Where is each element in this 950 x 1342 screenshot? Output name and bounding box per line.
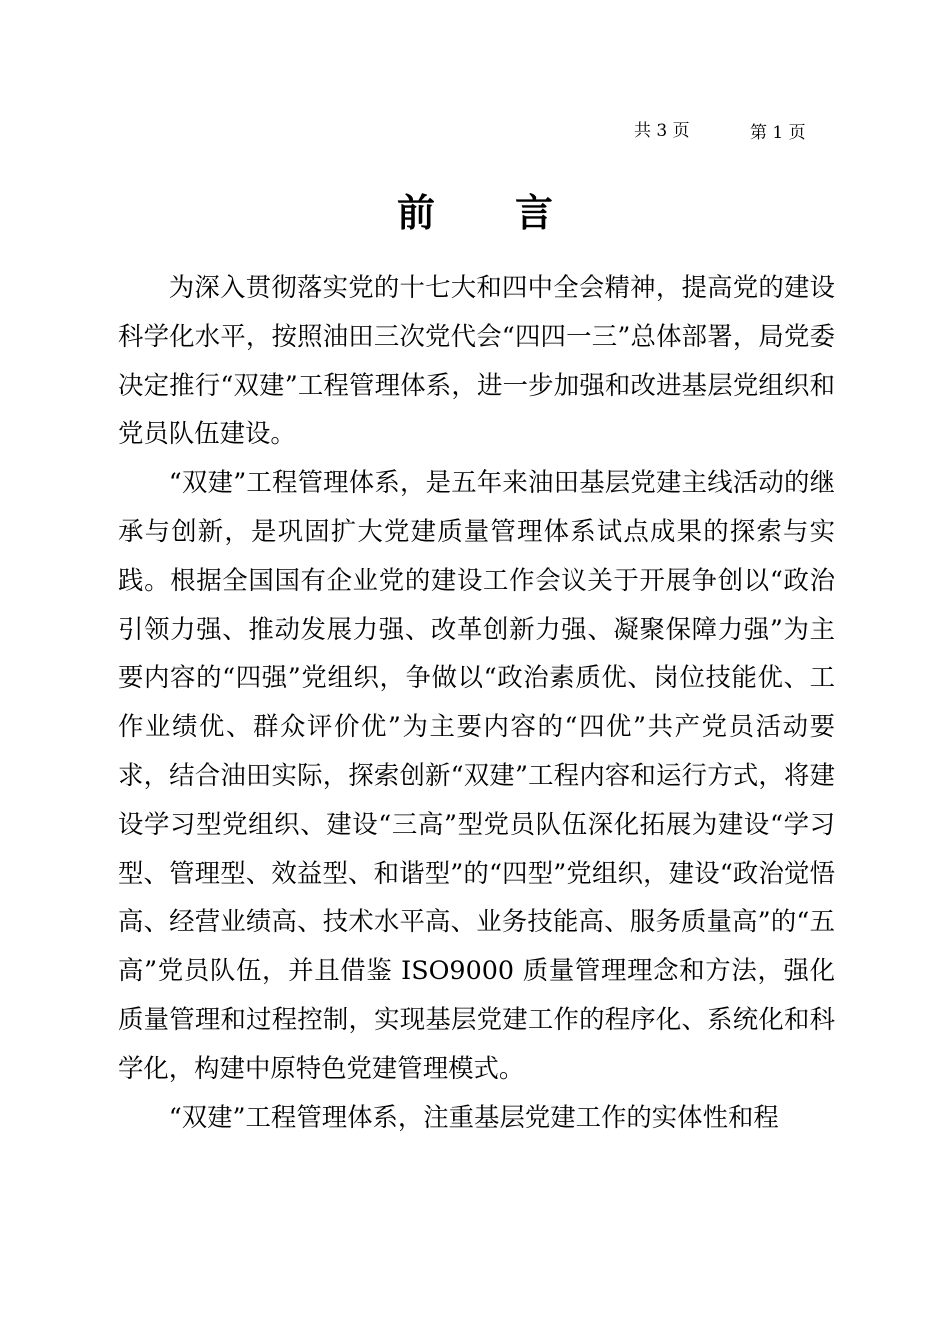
paragraph: “双建”工程管理体系，是五年来油田基层党建主线活动的继承与创新，是巩固扩大党建质量管理体系试点成果的探索与实践。根据全国国有企业党的建设工作会议关于开展争创以“政治引领力强、推动发展力强、改革创新力强、凝聚保障力强”为主要内容的“四强”党组织，争做以“政治素质优、岗位技能优、工作业绩优、群众评价优”为主要内容的“四优”共产党员活动要求，结合油田实际，探索创新“双建”工程内容和运行方式，将建设学习型党组织、建设“三高”型党员队伍深化拓展为建设“学习型、管理型、效益型、和谐型”的“四型”党组织，建设“政治觉悟高、经营业绩高、技术水平高、业务技能高、服务质量高”的“五高”党员队伍，并且借鉴 ISO9000 质量管理理念和方法，强化质量管理和过程控制，实现基层党建工作的程序化、系统化和科学化，构建中原特色党建管理模式。 [118, 467, 835, 1083]
page-header [0, 116, 950, 143]
paragraph: 为深入贯彻落实党的十七大和四中全会精神，提高党的建设科学化水平，按照油田三次党代会“四四一三”总体部署，局党委决定推行“双建”工程管理体系，进一步加强和改进基层党组织和党员队伍建设。 [118, 272, 835, 449]
total-pages-label: 共 3 页 [634, 121, 690, 141]
current-page-label: 第 1 页 [750, 123, 806, 143]
document-title: 前言 [396, 191, 633, 235]
paragraph: “双建”工程管理体系，注重基层党建工作的实体性和程 [168, 1101, 779, 1132]
document-body [118, 263, 835, 1141]
